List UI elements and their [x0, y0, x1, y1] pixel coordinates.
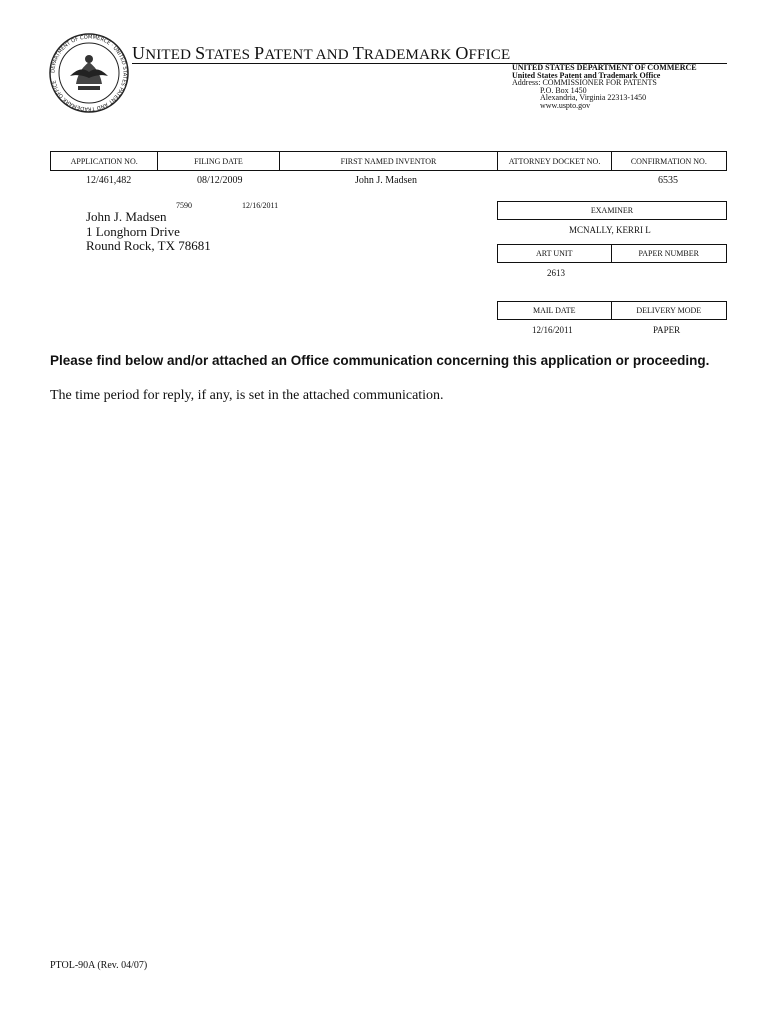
- art-unit-label: ART UNIT: [536, 249, 573, 258]
- header-filing-date: FILING DATE: [158, 152, 279, 170]
- office-title: UNITED STATES PATENT AND TRADEMARK OFFICE: [132, 43, 511, 63]
- time-period-statement: The time period for reply, if any, is set in the attached communication.: [50, 388, 444, 403]
- office-communication-notice: Please find below and/or attached an Office communication concerning this application or proceeding.: [50, 353, 710, 368]
- sub-office-name: United States Patent and Trademark Office: [512, 70, 661, 80]
- examiner-header-box: [497, 201, 727, 220]
- first-named-inventor-value: John J. Madsen: [355, 175, 417, 186]
- examiner-label: EXAMINER: [590, 206, 634, 215]
- examiner-name: MCNALLY, KERRI L: [569, 225, 651, 235]
- art-unit-header-box: [497, 244, 727, 263]
- art-unit-value: 2613: [547, 268, 565, 278]
- application-info-header-row: [50, 151, 727, 171]
- correspondence-code: 7590: [176, 201, 192, 210]
- uspto-seal-logo: [48, 32, 130, 114]
- addressee-name: John J. Madsen: [86, 209, 167, 224]
- address-line-3: Alexandria, Virginia 22313-1450: [540, 93, 647, 102]
- mail-date-label: MAIL DATE: [532, 306, 576, 315]
- confirmation-no-value: 6535: [658, 175, 678, 186]
- filing-date-value: 08/12/2009: [197, 175, 243, 186]
- header-first-named-inventor: FIRST NAMED INVENTOR: [280, 152, 499, 170]
- form-identifier: PTOL-90A (Rev. 04/07): [50, 960, 148, 971]
- address-line-2: P.O. Box 1450: [540, 85, 587, 95]
- department-name: UNITED STATES DEPARTMENT OF COMMERCE: [512, 63, 697, 72]
- website: www.uspto.gov: [540, 100, 591, 110]
- header-confirmation-no: CONFIRMATION NO.: [630, 156, 707, 166]
- mail-header-box: [497, 301, 727, 320]
- header-attorney-docket-no: ATTORNEY DOCKET NO.: [498, 152, 611, 170]
- addressee-city: Round Rock, TX 78681: [86, 238, 211, 253]
- mail-date-value: 12/16/2011: [532, 325, 573, 335]
- delivery-mode-label: DELIVERY MODE: [611, 302, 727, 319]
- application-no-value: 12/461,482: [86, 175, 132, 186]
- paper-number-label: PAPER NUMBER: [611, 245, 727, 262]
- addressee-street: 1 Longhorn Drive: [86, 223, 180, 239]
- correspondence-date: 12/16/2011: [242, 201, 279, 210]
- seal-ring-text: DEPARTMENT OF COMMERCE · UNITED STATES PATENT AND TRADEMARK OFFICE: [50, 34, 128, 112]
- header-application-no: APPLICATION NO.: [51, 152, 158, 170]
- department-address-block: [512, 64, 697, 109]
- delivery-mode-value: PAPER: [653, 325, 681, 335]
- correspondence-address: [86, 210, 211, 254]
- address-line-1: Address: COMMISSIONER FOR PATENTS: [512, 78, 657, 87]
